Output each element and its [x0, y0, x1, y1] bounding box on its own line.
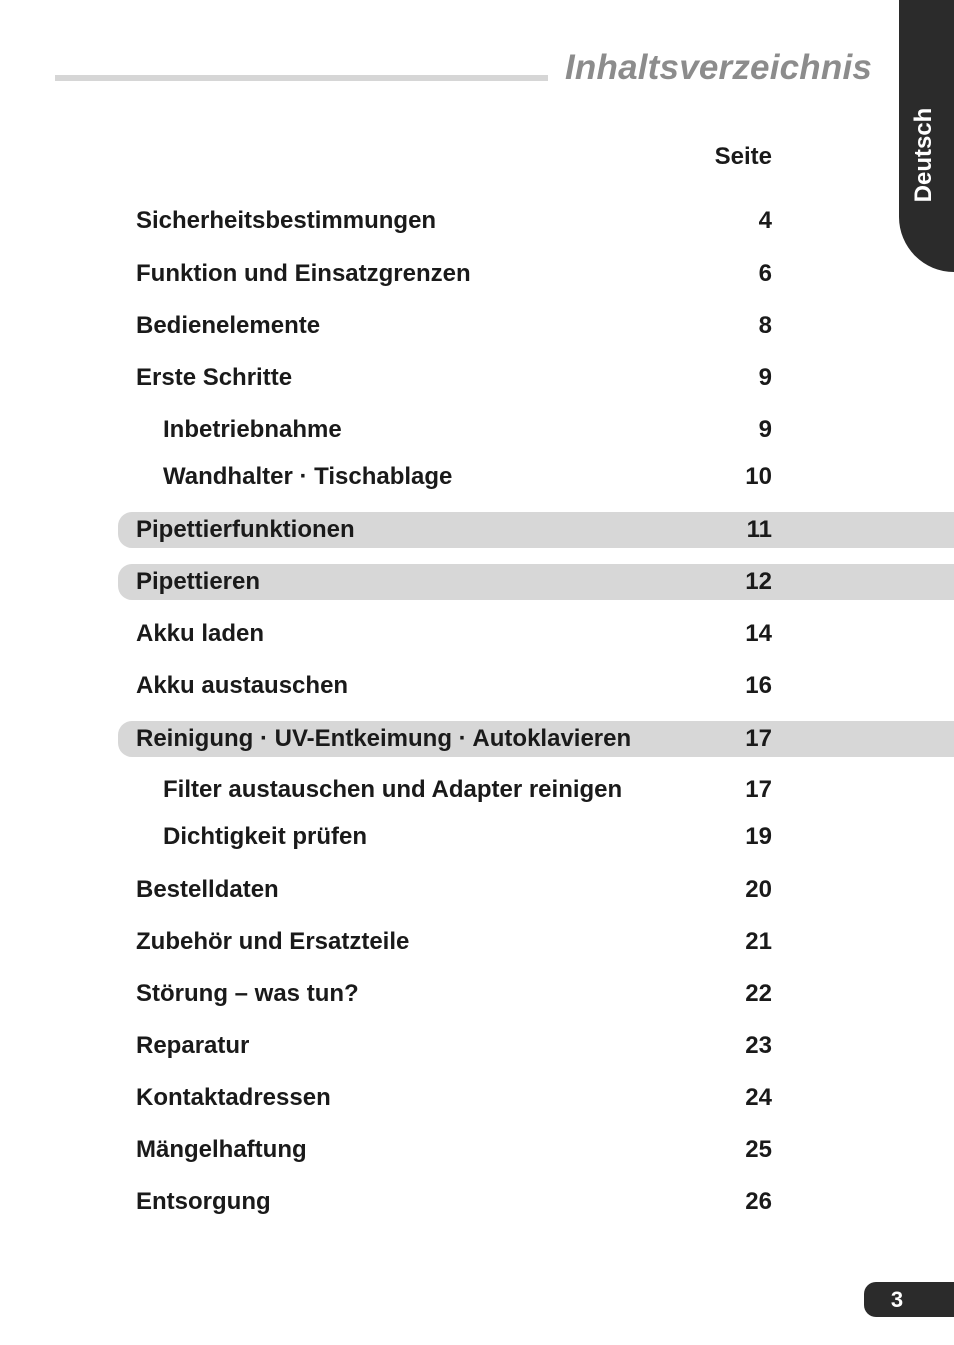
toc-entry-page: 22	[745, 980, 772, 1007]
toc-subentry[interactable]	[118, 772, 954, 808]
toc-entry[interactable]	[118, 1184, 954, 1220]
toc-subentry[interactable]	[118, 819, 954, 855]
toc-entry[interactable]	[118, 308, 954, 344]
toc-entry-page: 4	[758, 207, 772, 234]
toc-entry-page: 12	[745, 568, 772, 595]
toc-entry-page: 19	[745, 823, 772, 850]
toc-entry-label: Reinigung · UV-Entkeimung · Autoklavieren	[136, 725, 632, 752]
toc-entry-label: Wandhalter · Tischablage	[163, 463, 453, 490]
toc-entry[interactable]	[118, 616, 954, 652]
toc-entry-page: 25	[745, 1136, 772, 1163]
page-number: 3	[890, 1286, 904, 1312]
toc-entry-page: 14	[745, 620, 772, 647]
toc-entry-label: Pipettieren	[136, 568, 261, 595]
toc-entry-page: 20	[745, 876, 772, 903]
toc-entry[interactable]	[118, 1080, 954, 1116]
toc-entry-highlighted[interactable]	[118, 564, 954, 600]
toc-entry-label: Bedienelemente	[136, 312, 321, 339]
toc-entry-page: 11	[746, 516, 772, 543]
toc-entry-label: Dichtigkeit prüfen	[163, 823, 368, 850]
toc-entry[interactable]	[118, 924, 954, 960]
language-tab-label: Deutsch	[910, 107, 937, 203]
toc-entry-page: 17	[745, 776, 772, 803]
toc-entry-label: Störung – was tun?	[136, 980, 359, 1007]
toc-entry-label: Akku austauschen	[136, 672, 349, 699]
toc-entry-label: Zubehör und Ersatzteile	[136, 928, 410, 955]
toc-entry-label: Bestelldaten	[136, 876, 279, 903]
toc-entry-highlighted[interactable]	[118, 721, 954, 757]
toc-entry[interactable]	[118, 1028, 954, 1064]
toc-entry[interactable]	[118, 360, 954, 396]
toc-entry-label: Inbetriebnahme	[163, 416, 342, 443]
page-column-header: Seite	[714, 143, 772, 170]
page-number-tab	[864, 1282, 954, 1317]
toc-entry-page: 24	[745, 1084, 772, 1111]
toc-entry-label: Filter austauschen und Adapter reinigen	[163, 776, 623, 803]
toc-entry-label: Erste Schritte	[136, 364, 293, 391]
toc-entry[interactable]	[118, 256, 954, 292]
toc-entry-page: 8	[758, 312, 772, 339]
toc-entry-label: Reparatur	[136, 1032, 250, 1059]
toc-entry[interactable]	[118, 872, 954, 908]
title-rule	[55, 75, 548, 81]
toc-entry-page: 6	[758, 260, 772, 287]
toc-entry-page: 16	[745, 672, 772, 699]
toc-entry[interactable]	[118, 203, 954, 239]
toc-entry-page: 10	[745, 463, 772, 490]
toc-entry-label: Entsorgung	[136, 1188, 271, 1215]
toc-entry[interactable]	[118, 1132, 954, 1168]
toc-entry-page: 9	[758, 364, 772, 391]
toc-entry[interactable]	[118, 976, 954, 1012]
toc-subentry[interactable]	[118, 459, 954, 495]
toc-entry-page: 21	[745, 928, 772, 955]
toc-entry-label: Funktion und Einsatzgrenzen	[136, 260, 471, 287]
toc-entry-page: 26	[745, 1188, 772, 1215]
toc-entry-highlighted[interactable]	[118, 512, 954, 548]
toc-entry-label: Sicherheitsbestimmungen	[136, 207, 437, 234]
toc-entry-label: Akku laden	[136, 620, 265, 647]
toc-entry-label: Kontaktadressen	[136, 1084, 331, 1111]
toc-entry-page: 23	[745, 1032, 772, 1059]
toc-entry-label: Pipettierfunktionen	[136, 516, 355, 543]
page-title: Inhaltsverzeichnis	[565, 48, 873, 87]
toc-subentry[interactable]	[118, 412, 954, 448]
toc-entry[interactable]	[118, 668, 954, 704]
toc-entry-label: Mängelhaftung	[136, 1136, 307, 1163]
toc-entry-page: 9	[758, 416, 772, 443]
toc-entry-page: 17	[745, 725, 772, 752]
